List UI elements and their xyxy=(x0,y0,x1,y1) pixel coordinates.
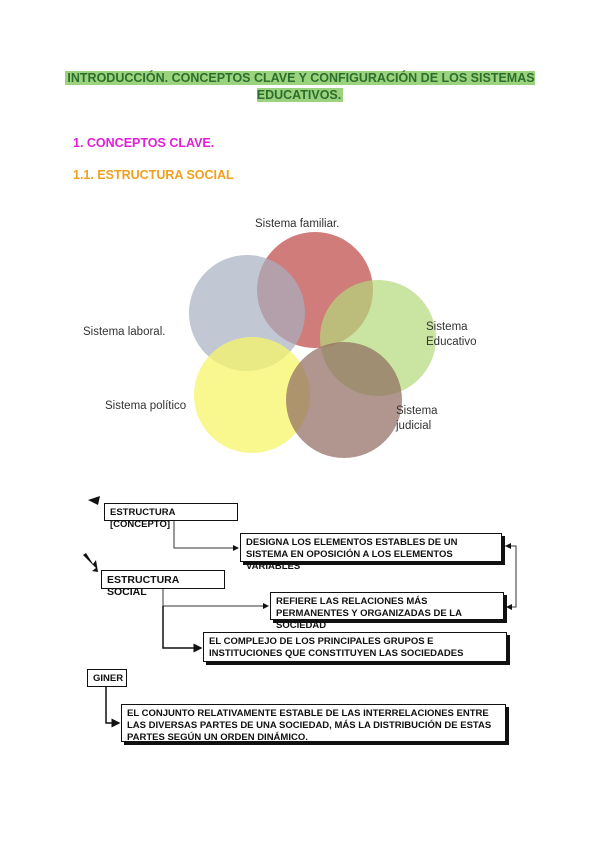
refiere-box: REFIERE LAS RELACIONES MÁS PERMANENTES Y ORGANIZADAS DE LA SOCIEDAD xyxy=(270,592,504,620)
label-judicial: Sistema judicial xyxy=(396,405,438,432)
giner-box: GINER xyxy=(87,669,127,687)
pointer-icon xyxy=(88,496,100,505)
estructura-social-box: ESTRUCTURA SOCIAL xyxy=(101,570,225,589)
designa-box: DESIGNA LOS ELEMENTOS ESTABLES DE UN SISTEMA EN OPOSICIÓN A LOS ELEMENTOS VARIABLES xyxy=(240,533,502,562)
pointer-icon xyxy=(83,553,98,572)
subsection-heading: 1.1. ESTRUCTURA SOCIAL xyxy=(73,168,234,182)
label-laboral: Sistema laboral. xyxy=(83,326,166,338)
estructura-concepto-box: ESTRUCTURA [CONCEPTO] xyxy=(104,503,238,521)
complejo-box: EL COMPLEJO DE LOS PRINCIPALES GRUPOS E INSTITUCIONES QUE CONSTITUYEN LAS SOCIEDADES xyxy=(203,632,507,662)
label-familiar: Sistema familiar. xyxy=(255,218,340,230)
label-educativo: Sistema Educativo xyxy=(426,321,477,348)
conjunto-box: EL CONJUNTO RELATIVAMENTE ESTABLE DE LAS INTERRELACIONES ENTRE LAS DIVERSAS PARTES DE UNA SOCIEDAD, MÁS LA DISTRIBUCIÓN DE ESTAS PARTES SEGÚN UN ORDEN DINÁMICO. xyxy=(121,704,506,742)
label-politico: Sistema político xyxy=(105,400,187,412)
document-title: INTRODUCCIÓN. CONCEPTOS CLAVE Y CONFIGURACIÓN DE LOS SISTEMAS EDUCATIVOS. xyxy=(67,71,535,102)
section-heading: 1. CONCEPTOS CLAVE. xyxy=(73,136,215,150)
